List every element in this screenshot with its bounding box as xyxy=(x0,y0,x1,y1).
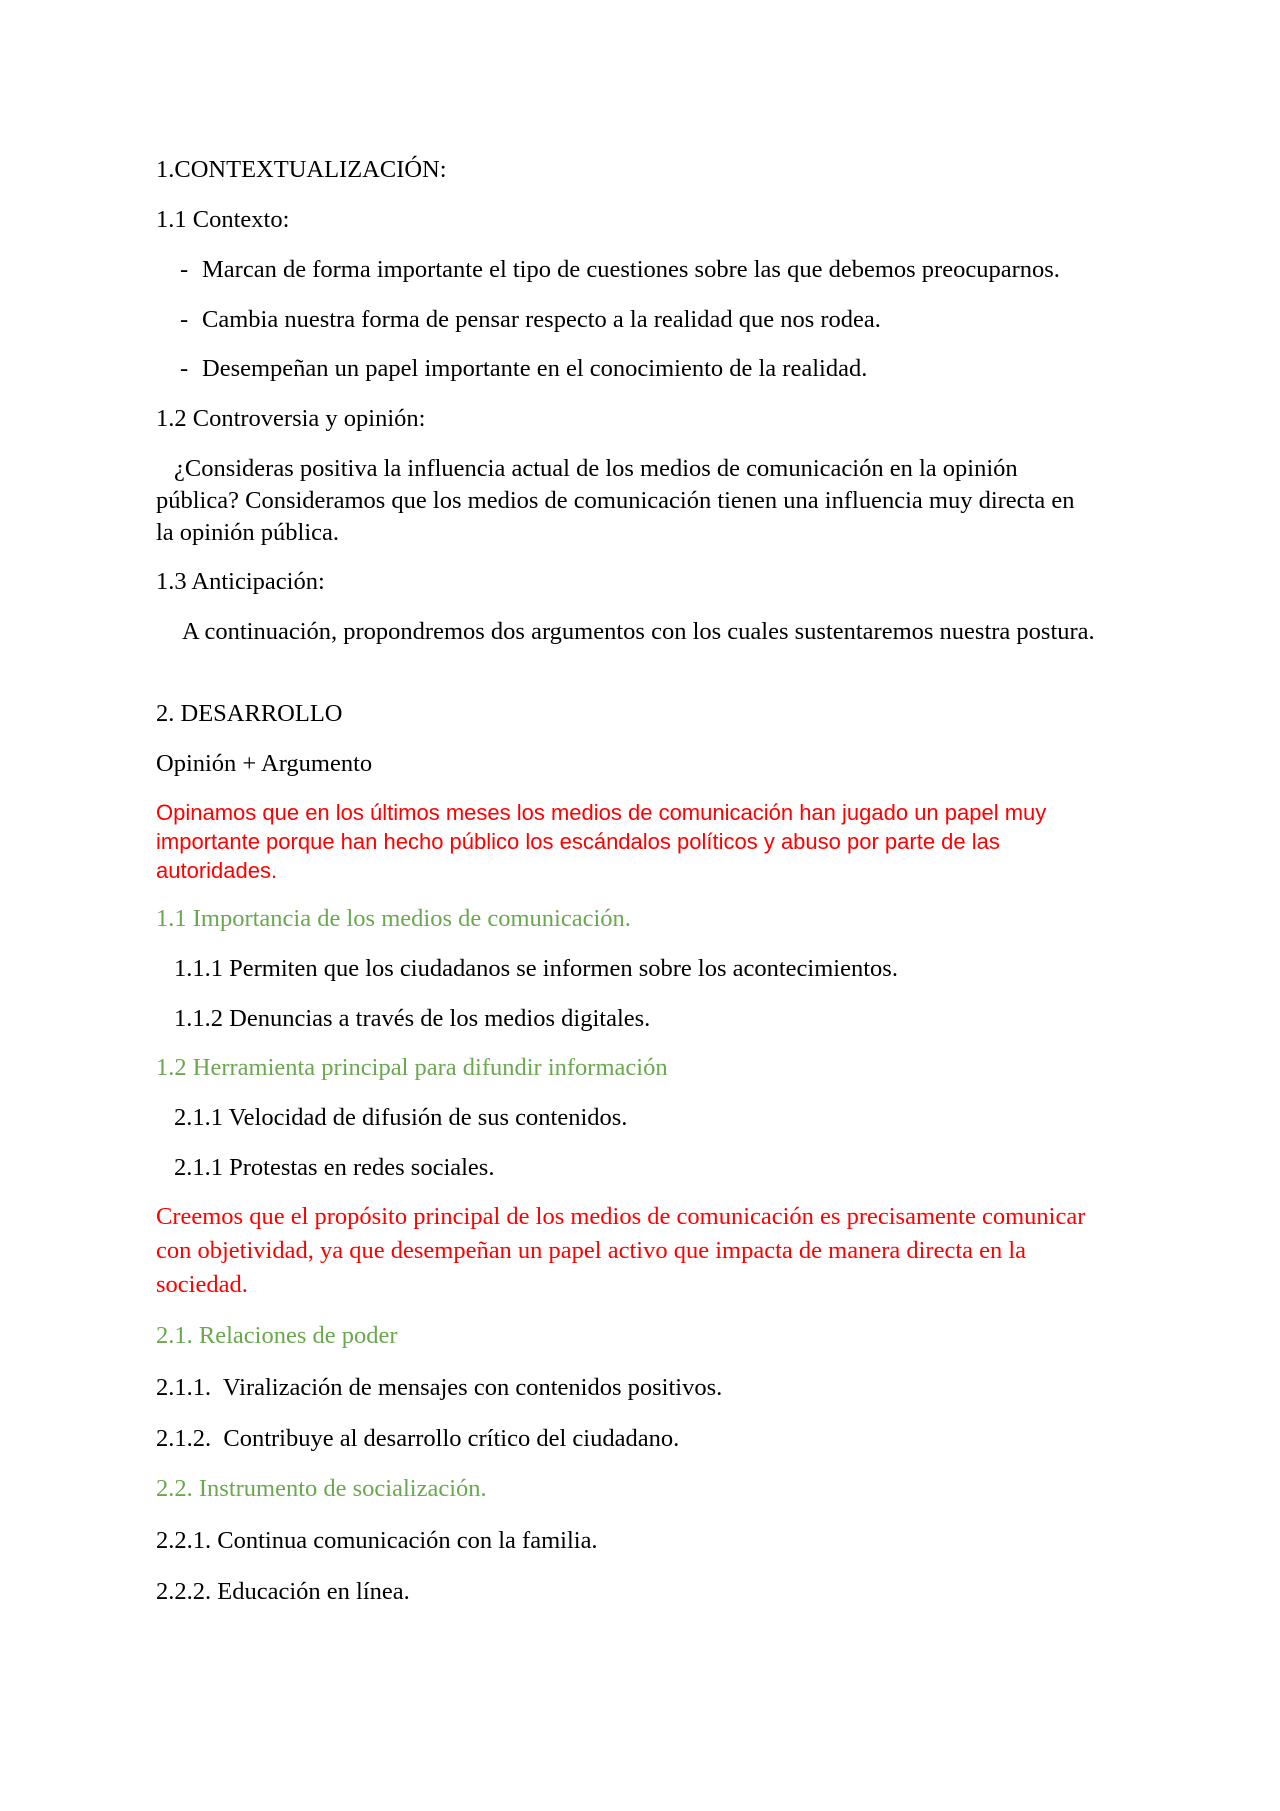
argument-title-3: 2.1. Relaciones de poder xyxy=(156,1322,398,1349)
bullet-text: Desempeñan un papel importante en el conocimiento de la realidad. xyxy=(202,355,868,382)
argument-item: 2.1.1. Viralización de mensajes con contenidos positivos. xyxy=(156,1374,723,1401)
paragraph-anticipacion: A continuación, propondremos dos argumentos con los cuales sustentaremos nuestra postura. xyxy=(182,618,1095,645)
bullet-marker: - xyxy=(180,306,189,333)
argument-item: 1.1.1 Permiten que los ciudadanos se informen sobre los acontecimientos. xyxy=(174,955,898,982)
heading-desarrollo: 2. DESARROLLO xyxy=(156,700,343,727)
argument-title-4: 2.2. Instrumento de socialización. xyxy=(156,1475,487,1502)
subtitle-opinion-argumento: Opinión + Argumento xyxy=(156,750,373,777)
argument-item: 1.1.2 Denuncias a través de los medios digitales. xyxy=(174,1005,651,1032)
argument-title-1: 1.1 Importancia de los medios de comunicación. xyxy=(156,905,631,932)
heading-contextualizacion: 1.CONTEXTUALIZACIÓN: xyxy=(156,156,447,183)
argument-item: 2.2.2. Educación en línea. xyxy=(156,1578,410,1605)
argument-item: 2.1.1 Velocidad de difusión de sus contenidos. xyxy=(174,1104,628,1131)
argument-item: 2.2.1. Continua comunicación con la familia. xyxy=(156,1527,598,1554)
bullet-text: Marcan de forma importante el tipo de cuestiones sobre las que debemos preocuparnos. xyxy=(202,256,1060,283)
heading-contexto: 1.1 Contexto: xyxy=(156,206,290,233)
bullet-item xyxy=(180,354,867,384)
heading-controversia: 1.2 Controversia y opinión: xyxy=(156,405,426,432)
opinion-1: Opinamos que en los últimos meses los medios de comunicación han jugado un papel muy importante porque han hecho público los escándalos políticos y abuso por parte de las autoridades. xyxy=(156,800,1047,883)
argument-item: 2.1.2. Contribuye al desarrollo crítico del ciudadano. xyxy=(156,1425,680,1452)
bullet-item xyxy=(180,305,881,335)
opinion-2: Creemos que el propósito principal de los medios de comunicación es precisamente comunicar con objetividad, ya que desempeñan un papel activo que impacta de manera directa en la sociedad. xyxy=(156,1203,1086,1298)
argument-item: 2.1.1 Protestas en redes sociales. xyxy=(174,1154,495,1181)
heading-anticipacion: 1.3 Anticipación: xyxy=(156,568,325,595)
paragraph-controversia: ¿Consideras positiva la influencia actual de los medios de comunicación en la opinión pública? Consideramos que los medios de comunicación tienen una influencia muy directa en la opinión pública. xyxy=(156,455,1075,546)
argument-title-2: 1.2 Herramienta principal para difundir información xyxy=(156,1054,668,1081)
bullet-item xyxy=(180,255,1060,285)
bullet-text: Cambia nuestra forma de pensar respecto a la realidad que nos rodea. xyxy=(202,306,881,333)
bullet-marker: - xyxy=(180,256,189,283)
bullet-marker: - xyxy=(180,355,189,382)
